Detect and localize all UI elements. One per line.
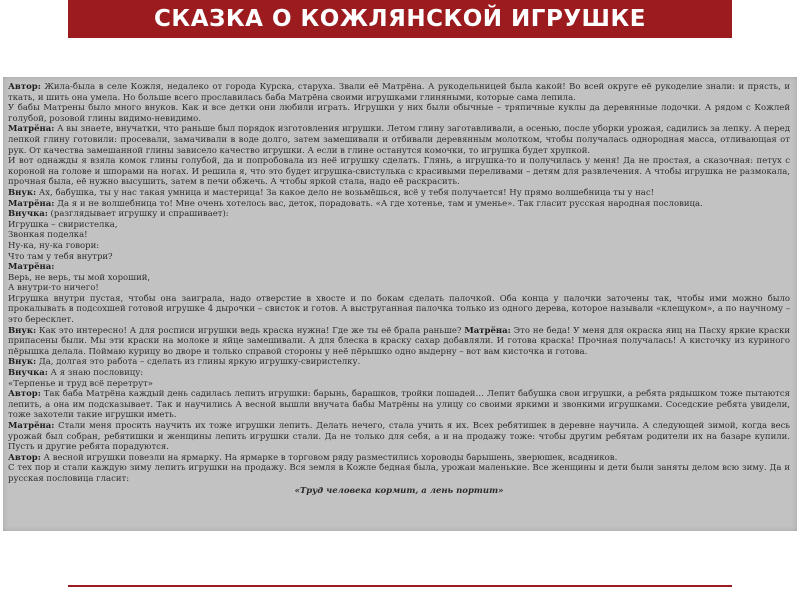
story-paragraph (8, 389, 790, 421)
story-line: А вы знаете, внучатки, что раньше был порядок изготовления игрушки. Летом глину заготавливали, а осенью, после уборки урожая, садились за лепку. А перед лепкой глину готовили: просевали, замачивали в воде долго, затем замешивали и отбивали деревянным молотком, чтобы получалась однородная масса, отливающая от рук. От качества замешанной глины зависело качество игрушки. А если в глине останутся комочки, то игрушка будет хрупкой. (8, 124, 790, 156)
story-line: Да, долгая это работа – сделать из глины яркую игрушку-свиристелку. (36, 357, 361, 368)
story-line: Это не беда! У меня для окраска яиц на Пасху яркие краски припасены были. Мы эти краски на молоке и яйце замешивали. А для блеска в краску сахар добавляли. И готова краска! Прочная получалась! А кисточку из куриного пёрышка делала. Поймаю курицу во дворе и только справой стороны у неё пёрышко одно выдерну – вот вам кисточка и готова. (8, 325, 791, 357)
story-line: А я знаю пословицу: (47, 368, 144, 379)
story-paragraph (8, 273, 790, 284)
story-line: Игрушка – свиристелка, (8, 219, 118, 230)
speaker-label: Автор: (8, 452, 41, 463)
story-line: Жила-была в селе Кожля, недалеко от города Курска, старуха. Звали её Матрёна. А рукодельницей была какой! Во всей округе её рукоделие знали: и прясть, и ткать, и шить она умела. Но больше всего прославилась баба Матрёна своими игрушками глиняными, которые сама лепила. (8, 82, 790, 103)
story-line: Верь, не верь, ты мой хороший, (8, 272, 151, 283)
speaker-label: Матрёна: (8, 262, 55, 273)
story-line: У бабы Матрены было много внуков. Как и все детки они любили играть. Игрушки у них были обычные – тряпичные куклы да деревянные лодочки. А рядом с Кожлей голубой, розовой глины видимо-невидимо. (8, 103, 790, 124)
speaker-label: Матрёна: (8, 421, 55, 431)
story-text-panel (3, 77, 797, 531)
story-line: Что там у тебя внутри? (8, 251, 113, 262)
story-line: Звонкая поделка! (8, 230, 88, 241)
story-paragraph (8, 188, 790, 199)
bottom-divider (68, 585, 732, 587)
story-paragraph (8, 241, 790, 252)
story-line: Ну-ка, ну-ка говори: (8, 240, 100, 251)
speaker-label: Внук: (8, 325, 37, 336)
speaker-label: Внучка: (8, 368, 48, 379)
story-paragraph (8, 262, 790, 273)
story-line: Ах, бабушка, ты у нас такая умница и мастерица! За какое дело не возьмёшься, всё у тебя получается! Ну прямо волшебница ты у нас! (36, 187, 655, 198)
story-paragraph (8, 379, 790, 390)
story-line: Так баба Матрёна каждый день садилась лепить игрушки: барынь, барашков, тройки лошадей… Лепит бабушка свои игрушки, а ребята рядышком тоже пытаются лепить, а она им подсказывает. Так и научились А весной вышли внучата бабы Матрёны на улицу со своими яркими и звонкими игрушками. Соседские ребята увидели, тоже захотели такие игрушки иметь. (8, 389, 790, 421)
speaker-label: Матрёна: (8, 124, 55, 135)
speaker-label: Внучка: (8, 209, 48, 220)
story-line: (разглядывает игрушку и спрашивает): (47, 209, 229, 220)
story-line: Стали меня просить научить их тоже игрушки лепить. Делать нечего, стала учить я их. Всех ребятишек в деревне научила. А следующей зимой, когда весь урожай был собран, ребятишки и женщины лепить игрушки стали. Да не только для себя, а и на продажу тоже: чтобы другим ребятам родители их на базаре купили. Пусть и другие ребята порадуются. (8, 421, 790, 453)
story-paragraph (8, 124, 790, 156)
story-paragraph (8, 220, 790, 231)
story-paragraph (8, 103, 790, 124)
story-paragraph (8, 283, 790, 294)
story-paragraph (8, 199, 790, 210)
slide-title-banner (68, 0, 732, 38)
story-paragraph (8, 82, 790, 103)
story-paragraph (8, 230, 790, 241)
story-paragraph (8, 357, 790, 368)
closing-proverb: «Труд человека кормит, а лень портит» (294, 485, 504, 496)
story-paragraph (8, 368, 790, 379)
story-paragraph (8, 463, 790, 484)
story-line: А внутри-то ничего! (8, 283, 99, 294)
speaker-label: Автор: (8, 82, 41, 92)
speaker-label: Матрёна: (464, 325, 511, 336)
story-line: И вот однажды я взяла комок глины голубой, да и попробовала из неё игрушку сделать. Глянь, а игрушка-то и получилась у меня! Да не простая, а сказочная: петух с короной на голове и шпорами на ногах. И решила я, что это будет игрушка-свистулька с красивыми переливами – детям для развлечения. А чтобы игрушка не размокала, прочная была, её нужно высушить, затем в печи обжечь. А чтобы яркой стала, надо её раскрасить. (8, 156, 790, 188)
story-line: «Терпенье и труд всё перетрут» (8, 378, 154, 389)
story-line: Как это интересно! А для росписи игрушки ведь краска нужна! Где же ты её брала раньше? (36, 325, 465, 336)
story-paragraph (8, 421, 790, 453)
story-paragraph (8, 294, 790, 326)
story-line: Игрушка внутри пустая, чтобы она заиграла, надо отверстие в хвосте и по бокам сделать палочкой. Оба конца у палочки заточены так, чтобы ими можно было прокалывать в подсохшей готовой игрушке 4 дырочки – свисток и готов. А выструганная палочка только из одного дерева, которое называли «клещуком», а по научному – это бересклет. (8, 293, 790, 326)
slide-title: СКАЗКА О КОЖЛЯНСКОЙ ИГРУШКЕ (154, 6, 646, 32)
story-text (8, 82, 790, 485)
story-paragraph (8, 453, 790, 464)
story-paragraph (8, 326, 790, 358)
speaker-label: Внук: (8, 357, 37, 368)
story-paragraph (8, 252, 790, 263)
story-line: Да я и не волшебница то! Мне очень хотелось вас, деток, порадовать. «А где хотенье, там и уменье». Так гласит русская народная пословица. (54, 198, 703, 209)
story-line: А весной игрушки повезли на ярмарку. На ярмарке в торговом ряду разместились хороводы барышень, зверюшек, всадников. (40, 452, 618, 463)
story-paragraph (8, 156, 790, 188)
speaker-label: Внук: (8, 187, 37, 198)
story-line: С тех пор и стали каждую зиму лепить игрушки на продажу. Вся земля в Кожле бедная была, урожаи маленькие. Все женщины и дети были заняты делом всю зиму. Да и русская пословица гласит: (8, 463, 790, 484)
story-paragraph (8, 209, 790, 220)
speaker-label: Автор: (8, 389, 41, 400)
speaker-label: Матрёна: (8, 198, 55, 209)
